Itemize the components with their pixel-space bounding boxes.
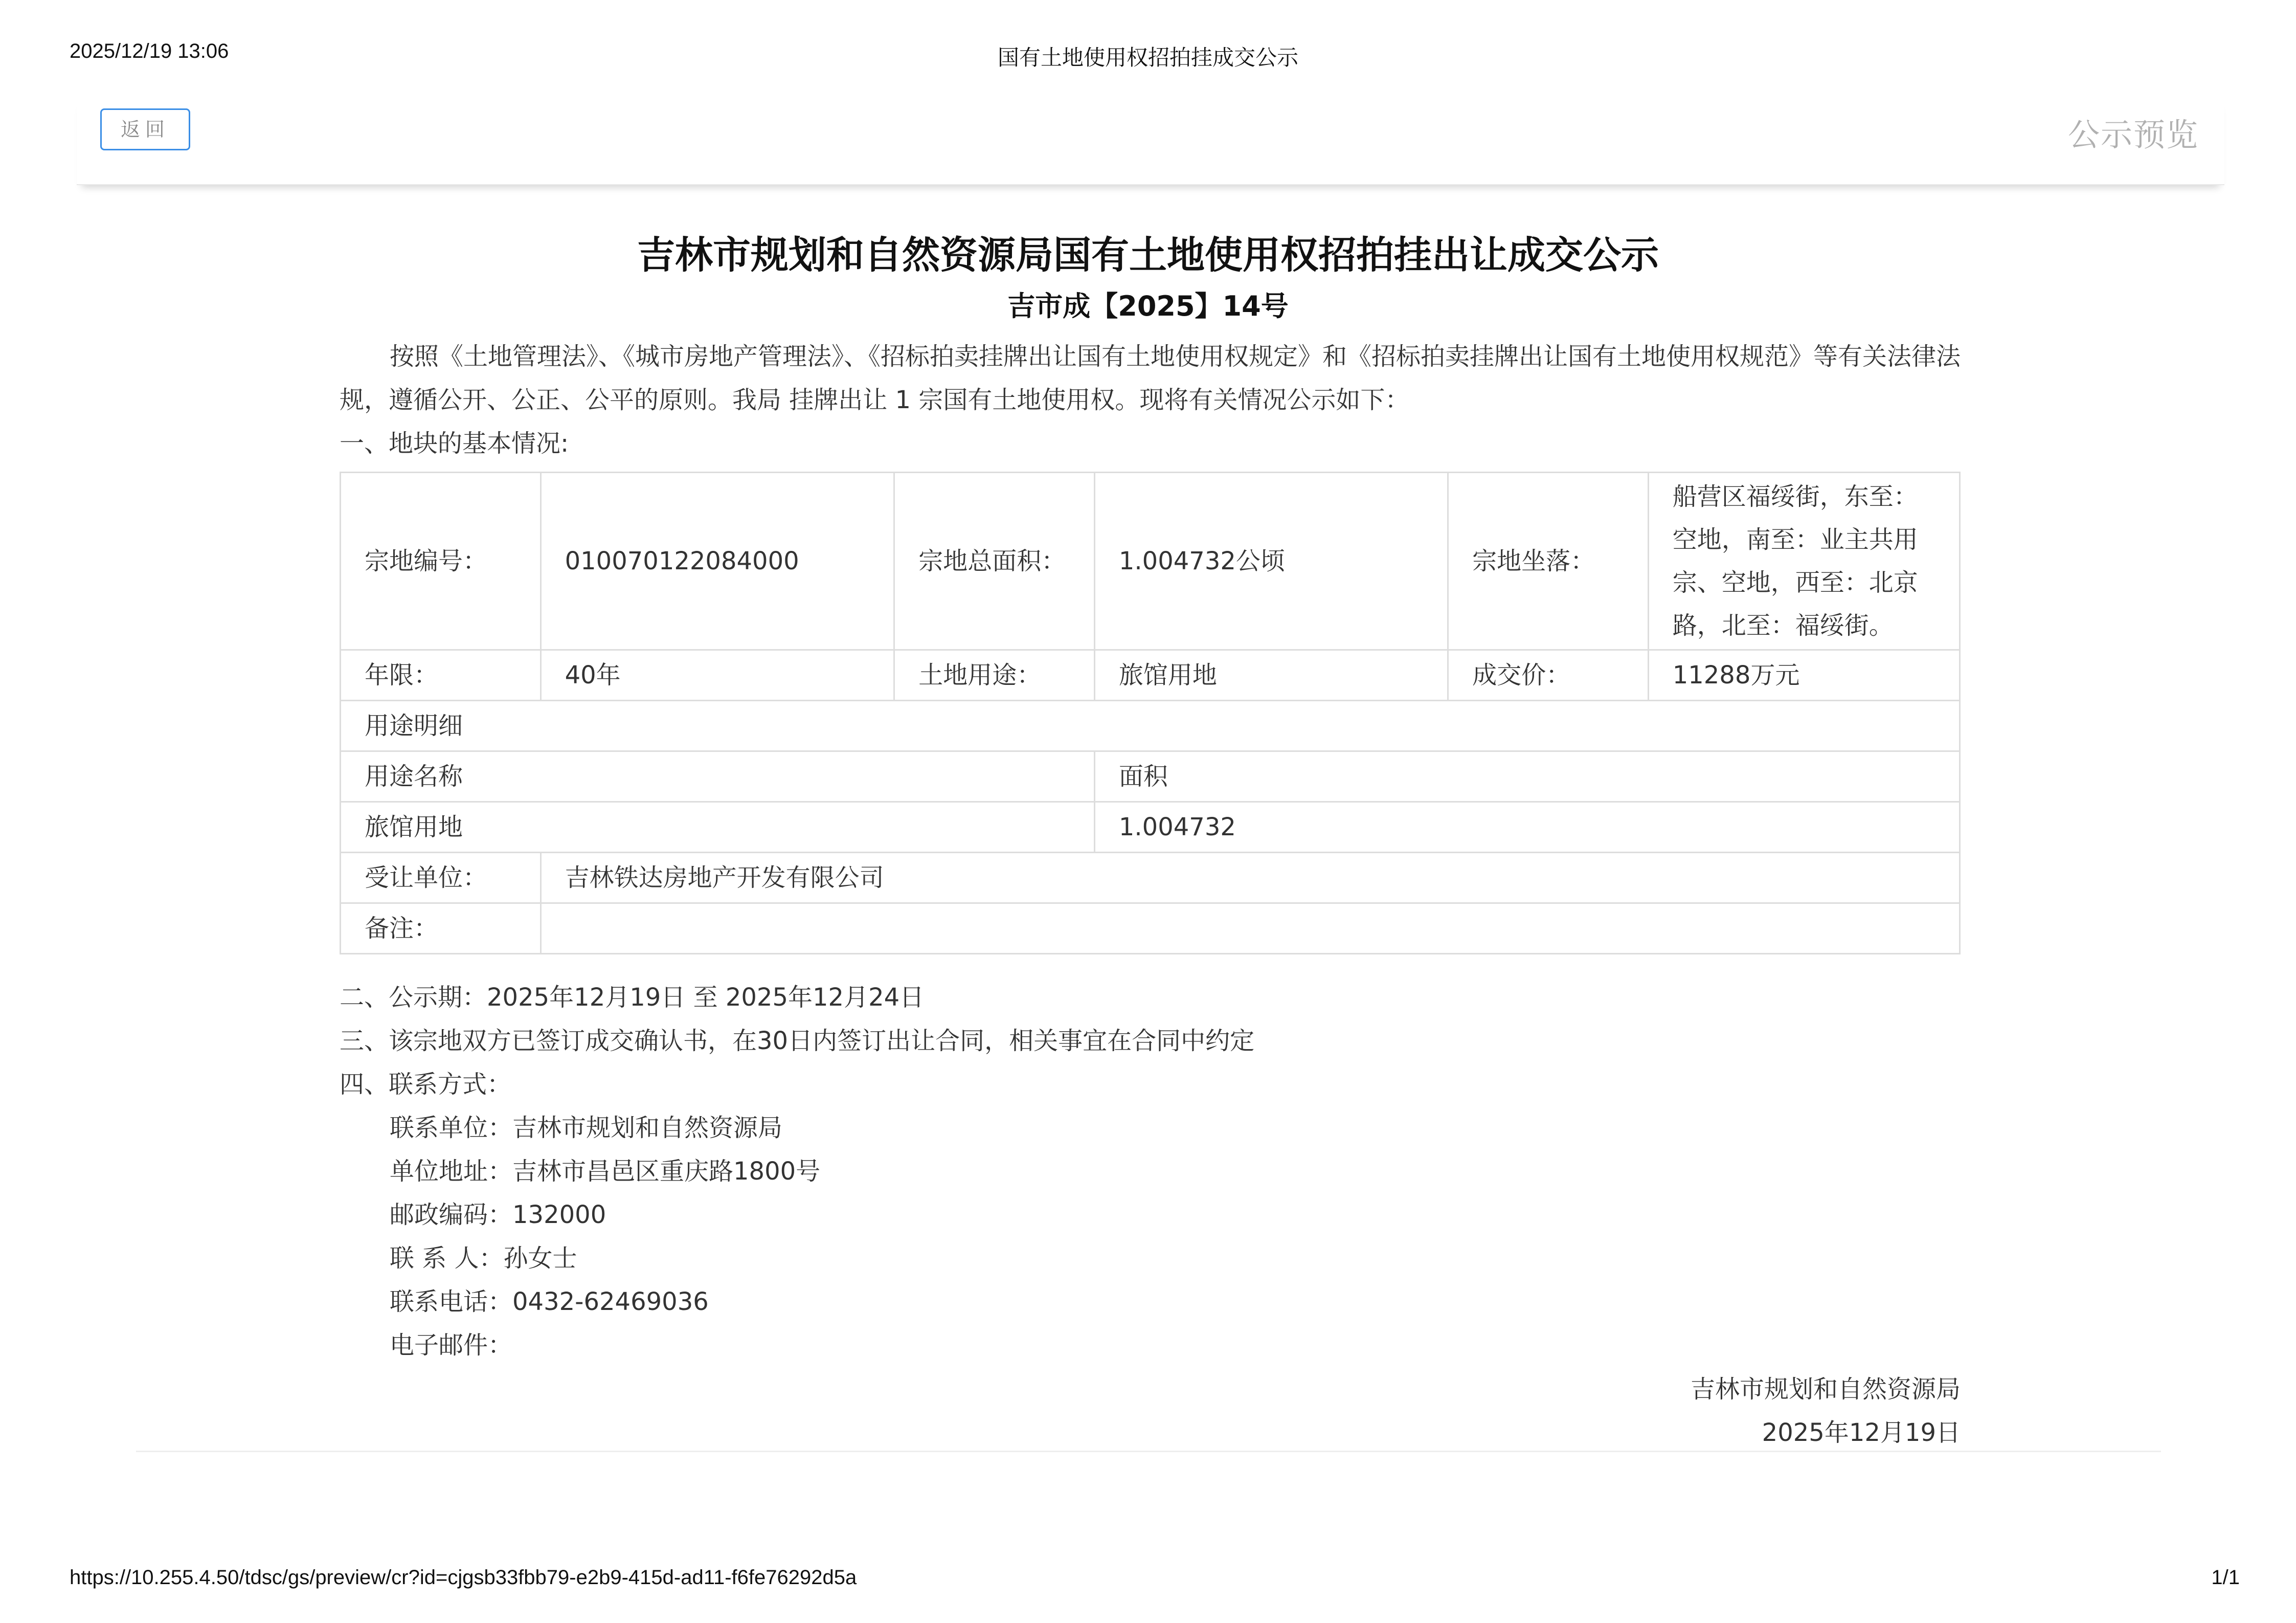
remarks-value bbox=[541, 903, 1960, 954]
contact-phone: 联系电话：0432-62469036 bbox=[390, 1287, 709, 1316]
print-datetime: 2025/12/19 13:06 bbox=[70, 40, 229, 62]
term-value: 40年 bbox=[541, 650, 894, 701]
area-header: 面积 bbox=[1094, 751, 1960, 802]
table-row bbox=[341, 853, 1960, 903]
table-row bbox=[341, 473, 1960, 650]
area-value: 1.004732 bbox=[1094, 802, 1960, 853]
signature-date: 2025年12月19日 bbox=[1762, 1418, 1961, 1447]
print-header-title: 国有土地使用权招拍挂成交公示 bbox=[997, 45, 1298, 70]
print-page-number: 1/1 bbox=[2211, 1566, 2240, 1589]
contact-unit: 联系单位：吉林市规划和自然资源局 bbox=[390, 1114, 783, 1142]
use-name-value: 旅馆用地 bbox=[341, 802, 1095, 853]
parcel-no-value: 010070122084000 bbox=[541, 473, 894, 650]
contact-postcode: 邮政编码：132000 bbox=[390, 1200, 606, 1229]
land-info-table bbox=[340, 472, 1961, 954]
top-bar bbox=[77, 97, 2224, 185]
assignee-label: 受让单位： bbox=[341, 853, 541, 903]
intro-paragraph: 按照《土地管理法》、《城市房地产管理法》、《招标拍卖挂牌出让国有土地使用权规定》和《招标拍卖挂牌出让国有土地使用权规范》等有关法律法规，遵循公开、公正、公平的原则。我局 挂牌出让 1 宗国有土地使用权。现将有关情况公示如下： bbox=[340, 342, 1961, 414]
contact-person: 联 系 人：孙女士 bbox=[390, 1244, 577, 1273]
use-name-header: 用途名称 bbox=[341, 751, 1095, 802]
price-value: 11288万元 bbox=[1648, 650, 1960, 701]
table-row bbox=[341, 650, 1960, 701]
land-use-label: 土地用途： bbox=[894, 650, 1095, 701]
signature-org: 吉林市规划和自然资源局 bbox=[1690, 1375, 1961, 1404]
table-row bbox=[341, 751, 1960, 802]
contact-email: 电子邮件： bbox=[390, 1331, 513, 1360]
divider bbox=[136, 1451, 2161, 1452]
use-detail-label: 用途明细 bbox=[341, 701, 1960, 751]
location-label: 宗地坐落： bbox=[1448, 473, 1649, 650]
section-1-heading: 一、地块的基本情况: bbox=[340, 429, 569, 458]
total-area-label: 宗地总面积： bbox=[894, 473, 1095, 650]
table-row bbox=[341, 701, 1960, 751]
table-row bbox=[341, 802, 1960, 853]
back-button[interactable]: 返回 bbox=[100, 108, 190, 150]
location-value: 船营区福绥街，东至：空地，南至：业主共用宗、空地，西至：北京路，北至：福绥街。 bbox=[1648, 473, 1960, 650]
term-label: 年限： bbox=[341, 650, 541, 701]
preview-label: 公示预览 bbox=[2067, 116, 2199, 153]
document-number: 吉市成【2025】14号 bbox=[1007, 290, 1289, 322]
contact-address: 单位地址：吉林市昌邑区重庆路1800号 bbox=[390, 1157, 821, 1186]
remarks-label: 备注： bbox=[341, 903, 541, 954]
document-title: 吉林市规划和自然资源局国有土地使用权招拍挂出让成交公示 bbox=[637, 233, 1659, 277]
section-4-heading: 四、联系方式： bbox=[340, 1070, 512, 1099]
section-2-notice-period: 二、公示期：2025年12月19日 至 2025年12月24日 bbox=[340, 983, 925, 1012]
price-label: 成交价： bbox=[1448, 650, 1649, 701]
table-row bbox=[341, 903, 1960, 954]
print-url: https://10.255.4.50/tdsc/gs/preview/cr?id=cjgsb33fbb79-e2b9-415d-ad11-f6fe76292d5a bbox=[70, 1566, 857, 1589]
parcel-no-label: 宗地编号： bbox=[341, 473, 541, 650]
section-3-contract: 三、该宗地双方已签订成交确认书，在30日内签订出让合同，相关事宜在合同中约定 bbox=[340, 1027, 1255, 1055]
assignee-value: 吉林铁达房地产开发有限公司 bbox=[541, 853, 1960, 903]
total-area-value: 1.004732公顷 bbox=[1094, 473, 1448, 650]
land-use-value: 旅馆用地 bbox=[1094, 650, 1448, 701]
